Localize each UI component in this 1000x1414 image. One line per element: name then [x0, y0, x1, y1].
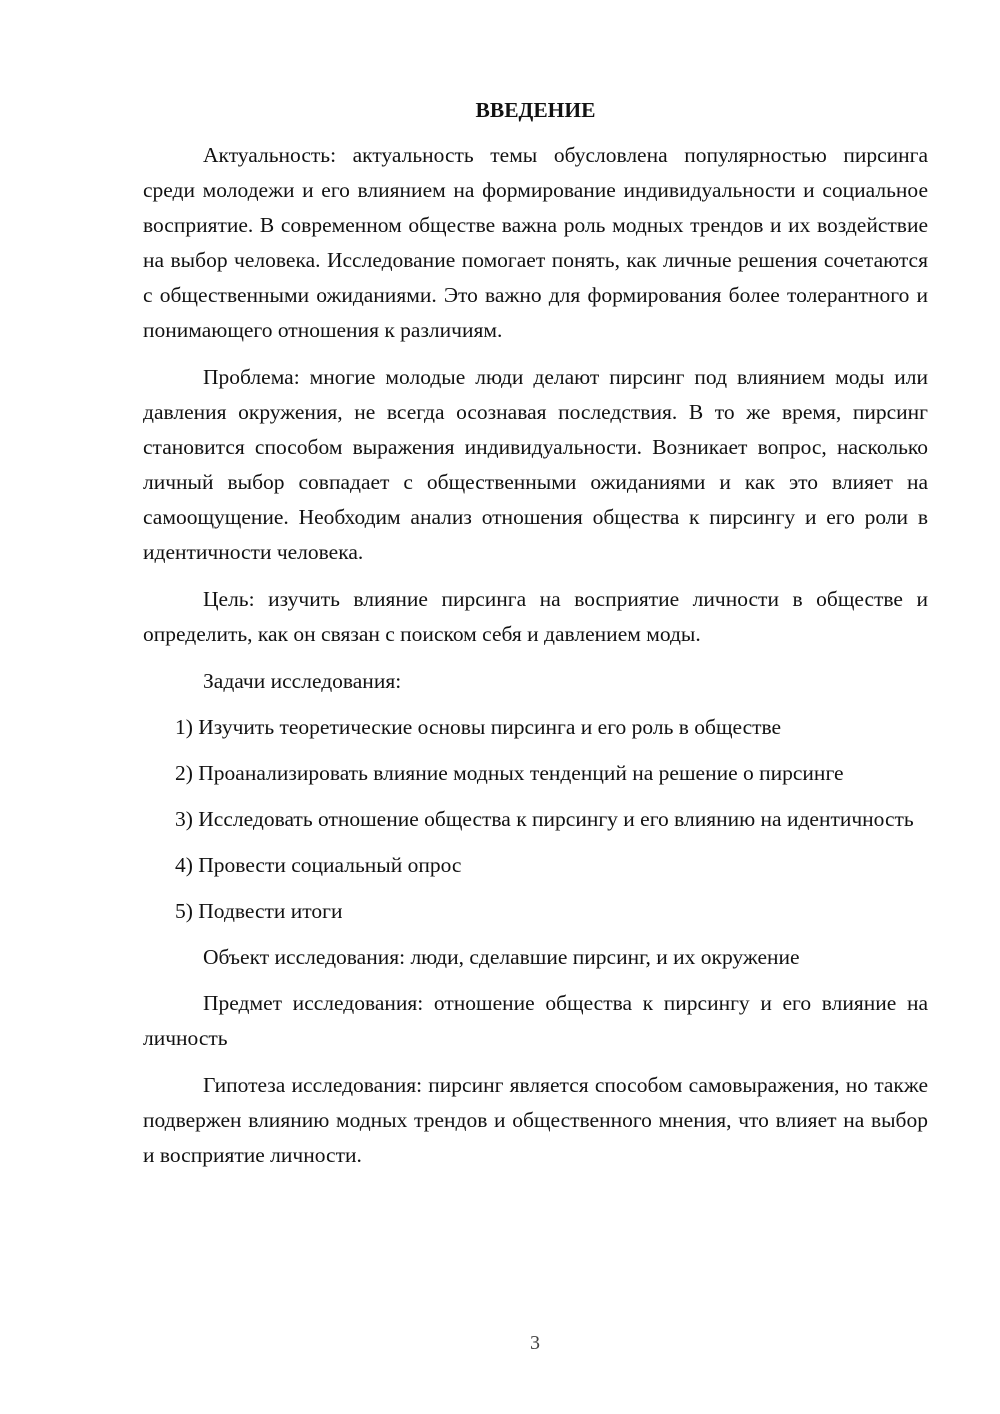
tasks-heading: Задачи исследования: [203, 669, 402, 693]
task-item-5: 5) Подвести итоги [175, 899, 343, 923]
problem-paragraph: Проблема: многие молодые люди делают пирсинг под влиянием моды или давления окружения, не всегда осознавая последствия. В то же время, пирсинг становится способом выражения индивидуальности. Возникает вопрос, насколько личный выбор совпадает с общественными ожиданиями и как это влияет на самоощущение. Необходим анализ отношения общества к пирсингу и его роли в идентичности человека. [143, 365, 928, 564]
document-page [143, 90, 928, 1185]
task-item-1: 1) Изучить теоретические основы пирсинга и его роль в обществе [175, 715, 782, 739]
object-paragraph: Объект исследования: люди, сделавшие пирсинг, и их окружение [203, 945, 800, 969]
section-title: ВВЕДЕНИЕ [475, 98, 596, 122]
goal-paragraph: Цель: изучить влияние пирсинга на восприятие личности в обществе и определить, как он связан с поиском себя и давлением моды. [143, 587, 928, 646]
page-number: 3 [530, 1332, 540, 1354]
task-item-3: 3) Исследовать отношение общества к пирсингу и его влиянию на идентичность [175, 807, 914, 831]
task-item-4: 4) Провести социальный опрос [175, 853, 462, 877]
hypothesis-paragraph: Гипотеза исследования: пирсинг является способом самовыражения, но также подвержен влиянию модных трендов и общественного мнения, что влияет на выбор и восприятие личности. [143, 1073, 928, 1167]
relevance-paragraph: Актуальность: актуальность темы обусловлена популярностью пирсинга среди молодежи и его влиянием на формирование индивидуальности и социальное восприятие. В современном обществе важна роль модных трендов и их воздействие на выбор человека. Исследование помогает понять, как личные решения сочетаются с общественными ожиданиями. Это важно для формирования более толерантного и понимающего отношения к различиям. [143, 143, 928, 342]
task-item-2: 2) Проанализировать влияние модных тенденций на решение о пирсинге [175, 761, 844, 785]
subject-paragraph: Предмет исследования: отношение общества к пирсингу и его влияние на личность [143, 991, 928, 1050]
